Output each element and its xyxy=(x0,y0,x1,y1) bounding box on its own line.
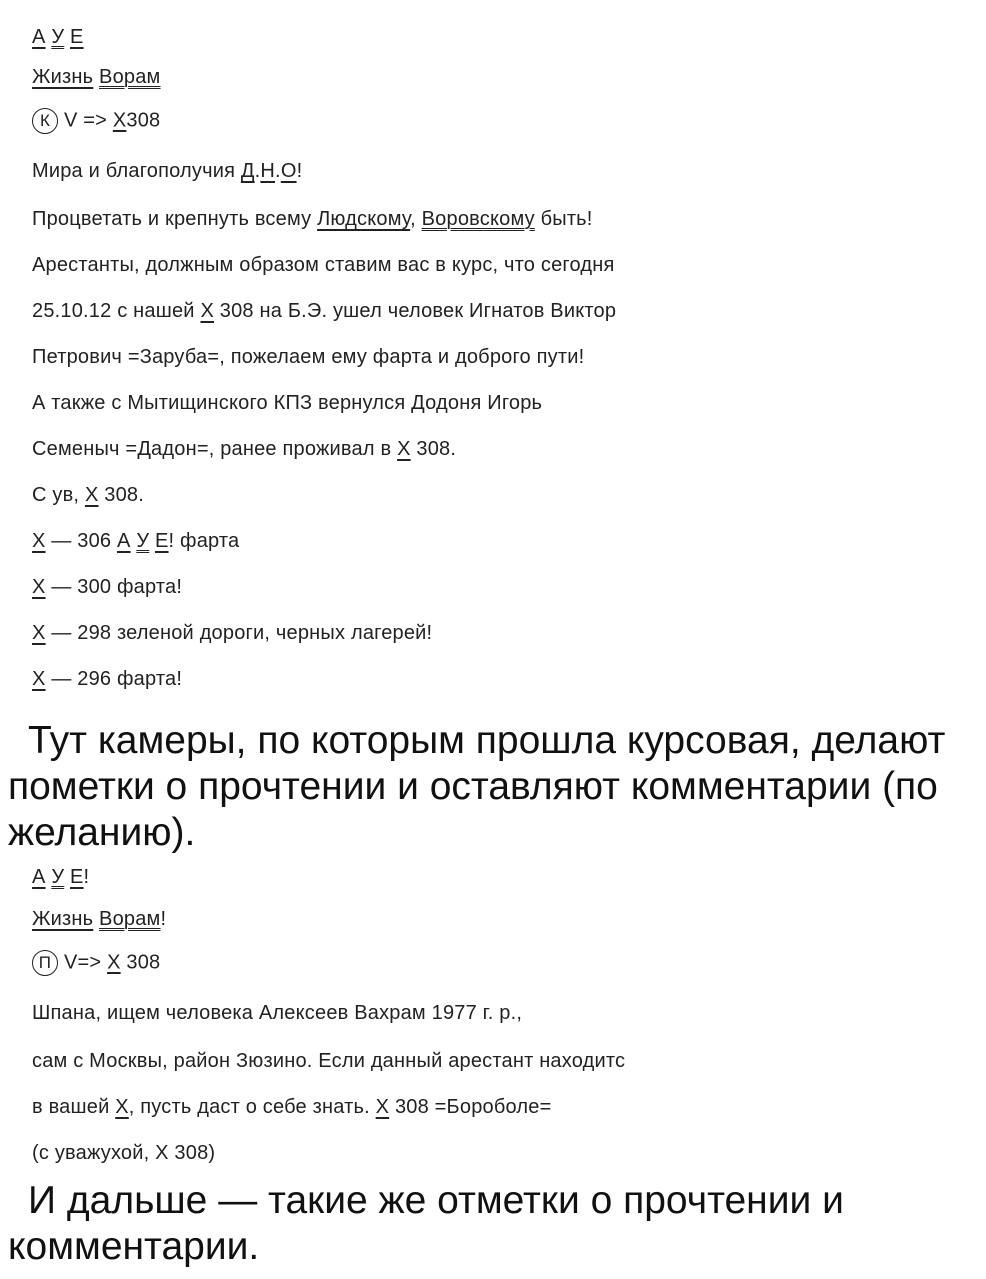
line-12: Х — 306 А У Е! фарта xyxy=(32,530,240,552)
line-9: А также с Мытищинского КПЗ вернулся Додоня Игорь xyxy=(32,392,543,414)
line-2-7: (с уважухой, Х 308) xyxy=(32,1142,216,1164)
line-13: Х — 300 фарта! xyxy=(32,576,183,598)
letter-e: Е xyxy=(69,26,84,48)
line-2-4: Шпана, ищем человека Алексеев Вахрам 1977 г. р., xyxy=(32,1002,523,1024)
caption-1: Тут камеры, по которым прошла курсовая, делают пометки о прочтении и оставляют комментарии (по желанию). xyxy=(8,719,946,854)
line-2-5: сам с Москвы, район Зюзино. Если данный арестант находитс xyxy=(32,1050,626,1072)
aue-header xyxy=(32,26,84,49)
route-number: 308 xyxy=(126,109,161,132)
route-from: V => xyxy=(64,109,108,132)
line-14: Х — 298 зеленой дороги, черных лагерей! xyxy=(32,622,433,644)
aue-header-2: А У Е! xyxy=(32,866,90,888)
line-5: Процветать и крепнуть всему Людскому, Воровскому быть! xyxy=(32,208,593,230)
route-line-2: П V=> Х 308 xyxy=(32,950,160,976)
route-line xyxy=(32,108,160,134)
line-15: Х — 296 фарта! xyxy=(32,668,183,690)
greeting-line xyxy=(32,66,161,89)
line-2-6: в вашей Х, пусть даст о себе знать. Х 308 =Бороболе= xyxy=(32,1096,552,1118)
caption-2: И дальше — такие же отметки о прочтении и комментарии. xyxy=(8,1179,844,1268)
line-10: Семеныч =Дадон=, ранее проживал в Х 308. xyxy=(32,438,457,460)
circled-letter-icon: П xyxy=(32,950,58,976)
line-4: Мира и благополучия Д.Н.О! xyxy=(32,160,303,182)
line-6: Арестанты, должным образом ставим вас в курс, что сегодня xyxy=(32,254,615,276)
line-7: 25.10.12 с нашей Х 308 на Б.Э. ушел человек Игнатов Виктор xyxy=(32,300,617,322)
route-x: Х xyxy=(112,109,127,132)
greeting-line-2: Жизнь Ворам! xyxy=(32,908,167,930)
word-voram: Ворам xyxy=(99,66,161,88)
line-8: Петрович =Заруба=, пожелаем ему фарта и доброго пути! xyxy=(32,346,585,368)
letter-u: У xyxy=(51,26,65,48)
circled-letter-icon: К xyxy=(32,108,58,134)
letter-a: А xyxy=(32,26,46,48)
word-zhizn: Жизнь xyxy=(32,66,94,88)
line-11: С ув, Х 308. xyxy=(32,484,144,506)
